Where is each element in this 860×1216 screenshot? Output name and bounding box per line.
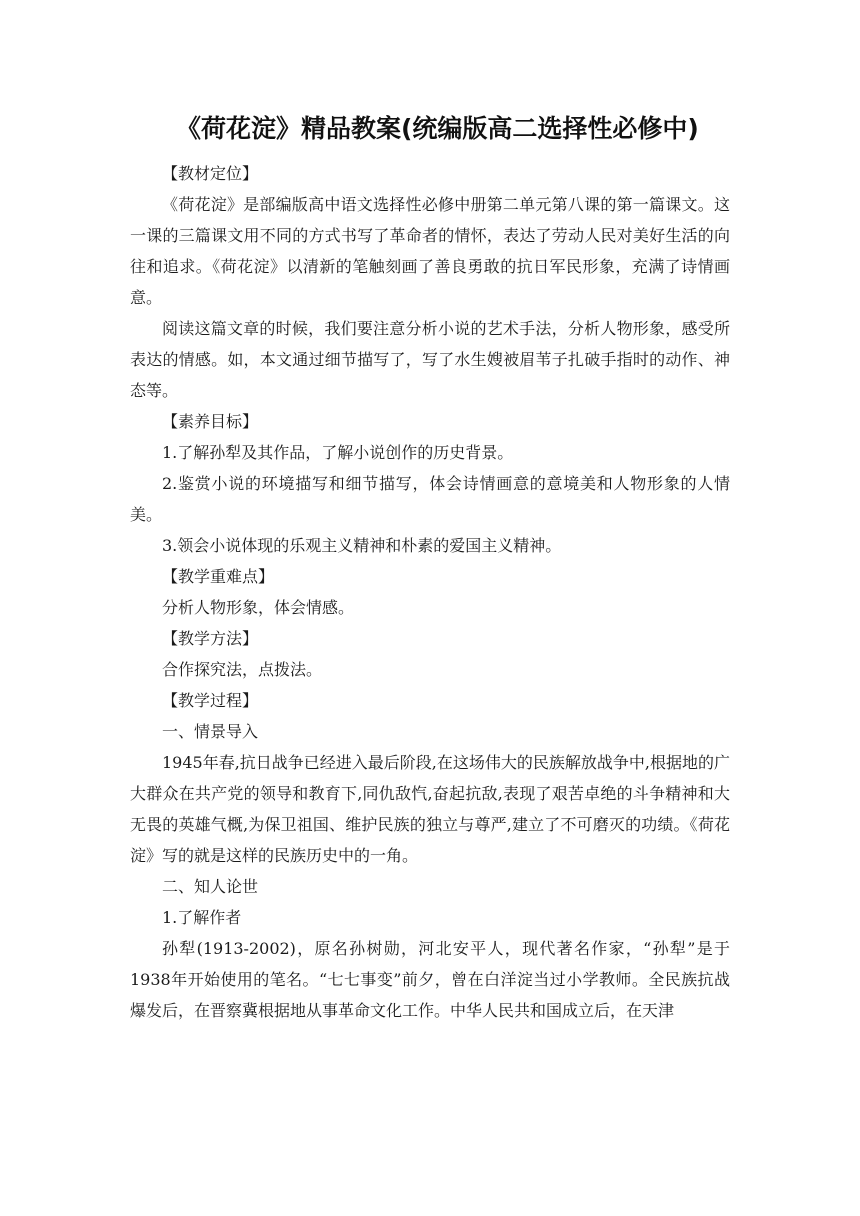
paragraph-historical-background: 1945年春,抗日战争已经进入最后阶段,在这场伟大的民族解放战争中,根据地的广大群众在共产党的领导和教育下,同仇敌忾,奋起抗敌,表现了艰苦卓绝的斗争精神和大无畏的英雄气概,为保卫祖国、维护民族的独立与尊严,建立了不可磨灭的功绩。《荷花淀》写的就是这样的民族历史中的一角。	[130, 753, 730, 865]
paragraph-author-biography: 孙犁(1913-2002)，原名孙树勋，河北安平人，现代著名作家，“孙犁”是于1938年开始使用的笔名。“七七事变”前夕，曾在白洋淀当过小学教师。全民族抗战爆发后，在晋察冀根据地从事革命文化工作。中华人民共和国成立后，在天津	[130, 939, 730, 1020]
subheading-author-intro: 1.了解作者	[162, 908, 242, 927]
document-page	[130, 104, 730, 1026]
paragraph-key-points: 分析人物形象，体会情感。	[162, 598, 355, 617]
subheading-know-the-author: 二、知人论世	[162, 877, 259, 896]
section-heading-key-points: 【教学重难点】	[162, 567, 275, 586]
paragraph-teaching-methods: 合作探究法，点拨法。	[162, 660, 323, 679]
paragraph-textbook-intro: 《荷花淀》是部编版高中语文选择性必修中册第二单元第八课的第一篇课文。这一课的三篇课文用不同的方式书写了革命者的情怀，表达了劳动人民对美好生活的向往和追求。《荷花淀》以清新的笔触刻画了善良勇敢的抗日军民形象，充满了诗情画意。	[130, 195, 730, 307]
section-heading-teaching-process: 【教学过程】	[162, 691, 259, 710]
document-title: 《荷花淀》精品教案(统编版高二选择性必修中)	[176, 114, 699, 143]
goal-item-2: 2.鉴赏小说的环境描写和细节描写，体会诗情画意的意境美和人物形象的人情美。	[130, 474, 730, 524]
paragraph-reading-guidance: 阅读这篇文章的时候，我们要注意分析小说的艺术手法，分析人物形象，感受所表达的情感。如，本文通过细节描写了，写了水生嫂被眉苇子扎破手指时的动作、神态等。	[130, 319, 730, 400]
goal-item-3: 3.领会小说体现的乐观主义精神和朴素的爱国主义精神。	[162, 536, 562, 555]
subheading-scene-introduction: 一、情景导入	[162, 722, 259, 741]
goal-item-1: 1.了解孙犁及其作品，了解小说创作的历史背景。	[162, 443, 514, 462]
section-heading-teaching-methods: 【教学方法】	[162, 629, 259, 648]
section-heading-literacy-goals: 【素养目标】	[162, 412, 259, 431]
section-heading-textbook-positioning: 【教材定位】	[162, 164, 259, 183]
